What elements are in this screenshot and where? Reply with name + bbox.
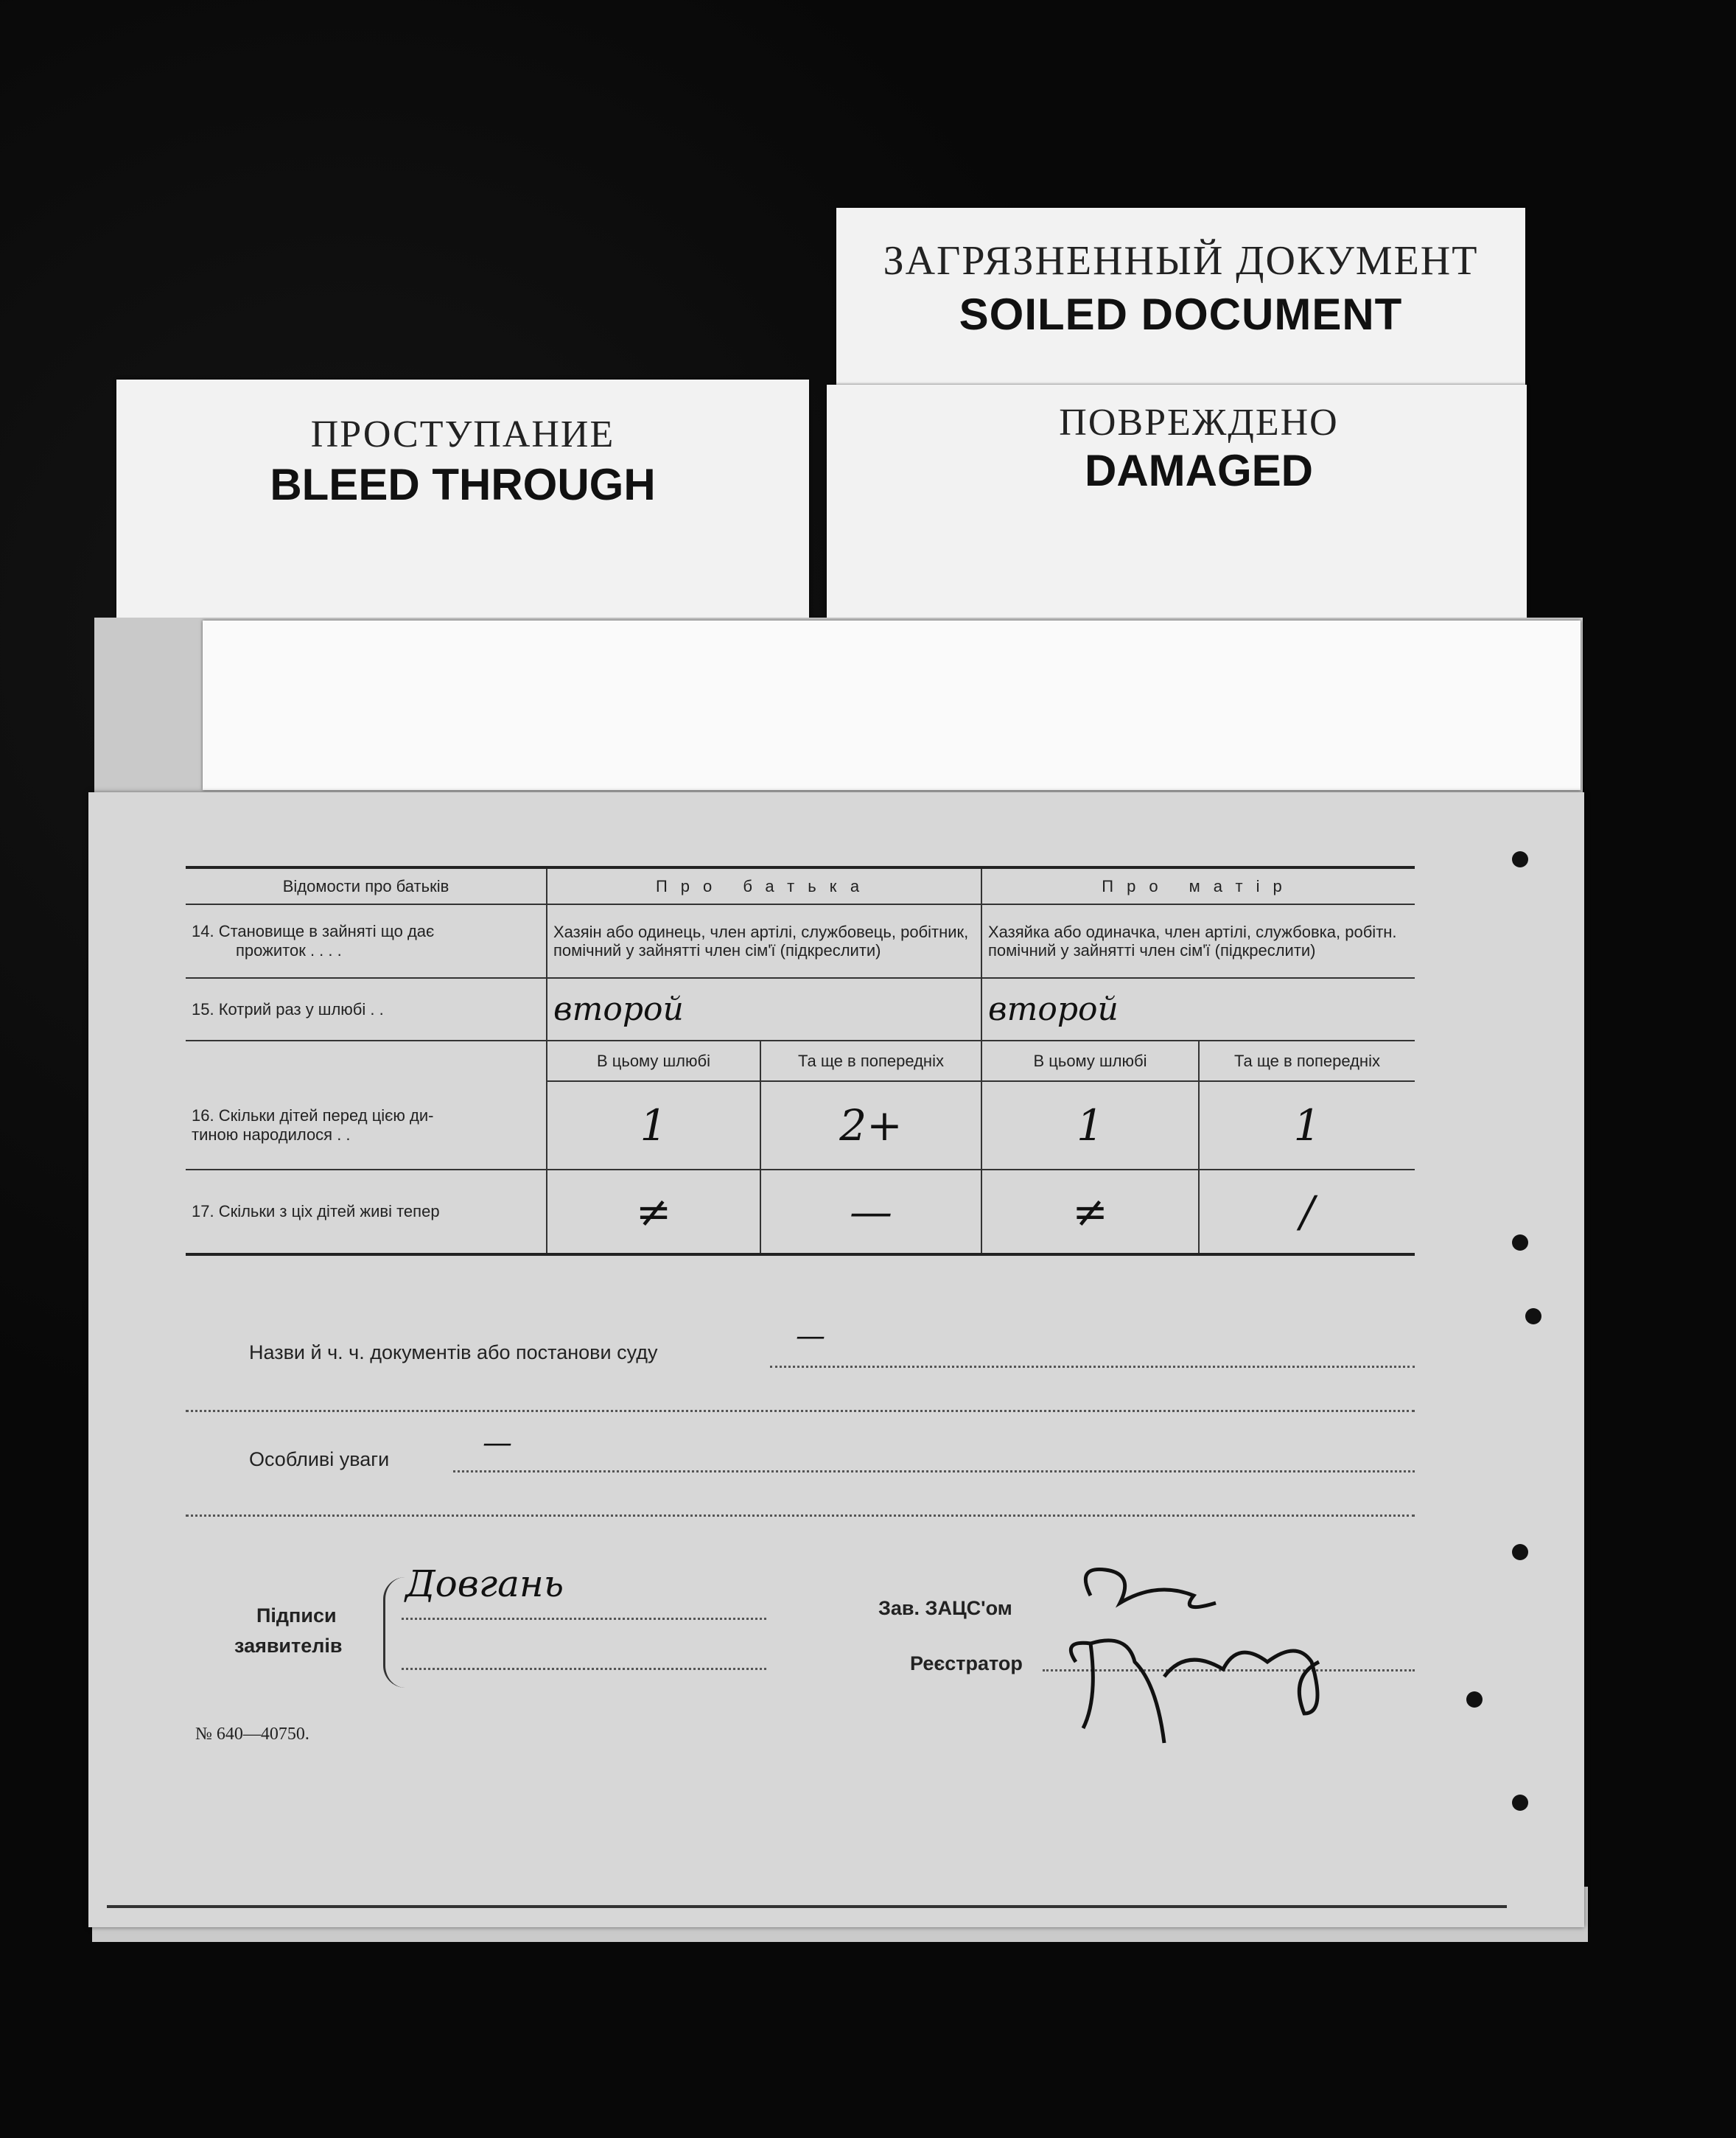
row17-label: 17. Скільки з ціх дітей живі тепер: [186, 1170, 547, 1254]
row15-label: 15. Котрий раз у шлюбі . .: [186, 978, 547, 1041]
row14-label-line1: 14. Становище в зайняті що дає: [192, 922, 435, 940]
subheader-mother-this: В цьому шлюбі: [981, 1041, 1199, 1081]
documents-dotted-line: [770, 1366, 1415, 1368]
documents-label: Назви й ч. ч. документів або постанови суду: [249, 1341, 658, 1363]
row16-father-this: 1: [547, 1081, 760, 1170]
row17-mother-this: ≠: [981, 1170, 1199, 1254]
soiled-label-ru: ЗАГРЯЗНЕННЫЙ ДОКУМЕНТ: [883, 238, 1479, 284]
applicant-signature: Довгань: [405, 1562, 564, 1605]
bottom-rule: [107, 1905, 1507, 1908]
damaged-label: [827, 385, 1527, 621]
row15-father-value: второй: [547, 978, 981, 1041]
signatures-label-line1: Підписи: [256, 1604, 337, 1627]
damaged-label-en: DAMAGED: [1085, 446, 1313, 495]
subheader-father-this: В цьому шлюбі: [547, 1041, 760, 1081]
bleed-label-en: BLEED THROUGH: [270, 460, 656, 509]
soiled-document-label: [836, 208, 1525, 399]
bleed-through-label: [116, 380, 809, 623]
registrar-label: Реєстратор: [910, 1652, 1023, 1674]
punch-hole: [1525, 1308, 1541, 1324]
row17-father-this: ≠: [547, 1170, 760, 1254]
row17-mother-prev: /: [1199, 1170, 1415, 1254]
punch-hole: [1512, 1795, 1528, 1811]
header-parents-info: Відомости про батьків: [186, 867, 547, 904]
row14-mother: Хазяйка або одиначка, член артілі, службовка, робітн. помічний у зайнятті член сім'ї (підкреслити): [981, 904, 1415, 978]
notes-value: —: [483, 1426, 512, 1460]
parents-info-table: [186, 866, 1415, 1256]
notes-dotted-line-2: [186, 1515, 1415, 1517]
row16-label-line2: тиною народилося . .: [192, 1125, 351, 1144]
form-number: № 640—40750.: [195, 1725, 309, 1744]
row16-mother-prev: 1: [1199, 1081, 1415, 1170]
subheader-mother-prev: Та ще в попередніх: [1199, 1041, 1415, 1081]
soiled-label-en: SOILED DOCUMENT: [959, 290, 1403, 339]
blank-card: [203, 621, 1581, 790]
applicant-signature-line: [402, 1618, 766, 1620]
header-mother: Про матір: [981, 867, 1415, 904]
row16-mother-this: 1: [981, 1081, 1199, 1170]
row16-label-line1: 16. Скільки дітей перед цією ди-: [192, 1105, 434, 1125]
punch-hole: [1512, 851, 1528, 867]
signatures-brace: [383, 1577, 407, 1688]
row16-father-prev: 2+: [760, 1081, 981, 1170]
row15-mother-value: второй: [981, 978, 1415, 1041]
registration-form-sheet: [88, 792, 1584, 1927]
notes-dotted-line: [453, 1470, 1415, 1473]
signatures-label-line2: заявителів: [234, 1635, 343, 1657]
row16-spacer: [186, 1041, 547, 1081]
row14-label: [186, 904, 547, 978]
documents-dotted-line-2: [186, 1410, 1415, 1412]
subheader-father-prev: Та ще в попередніх: [760, 1041, 981, 1081]
official-signatures: [1046, 1551, 1415, 1772]
header-father: Про батька: [547, 867, 981, 904]
row14-label-line2: прожиток . . . .: [236, 941, 342, 960]
documents-value: —: [796, 1319, 825, 1353]
row14-father: Хазяін або одинець, член артілі, службовець, робітник, помічний у зайнятті член сім'ї (підкреслити): [547, 904, 981, 978]
bleed-label-ru: ПРОСТУПАНИЕ: [310, 413, 615, 455]
row17-father-prev: —: [760, 1170, 981, 1254]
applicant-signature-line-2: [402, 1668, 766, 1670]
head-zags-label: Зав. ЗАЦС'ом: [878, 1597, 1012, 1619]
punch-hole: [1512, 1234, 1528, 1251]
notes-label: Особливі уваги: [249, 1448, 390, 1470]
damaged-label-ru: ПОВРЕЖДЕНО: [1059, 402, 1339, 444]
punch-hole: [1466, 1691, 1483, 1708]
row16-label: [186, 1081, 547, 1170]
punch-hole: [1512, 1544, 1528, 1560]
